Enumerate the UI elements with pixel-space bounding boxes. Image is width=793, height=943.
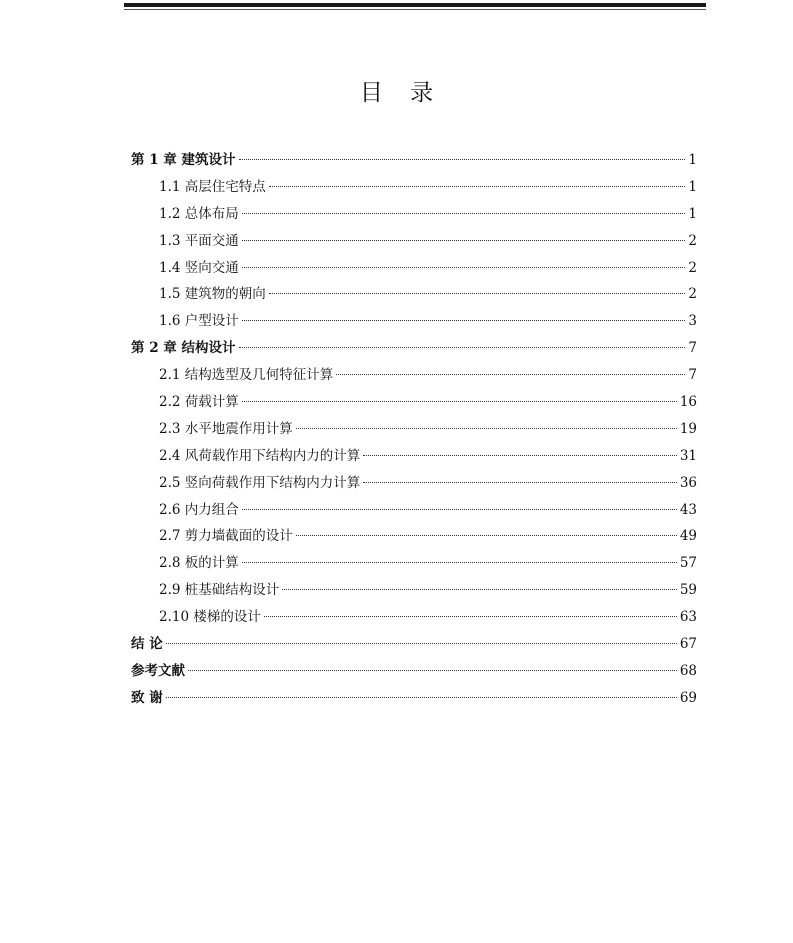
page-title: 目 录	[359, 80, 444, 106]
toc-entry-label: 2.8 板的计算	[159, 555, 239, 572]
table-of-contents	[131, 147, 697, 712]
toc-entry-label: 2.9 桩基础结构设计	[159, 582, 280, 599]
toc-dot-leader	[242, 213, 686, 214]
toc-entry-label: 1.1 高层住宅特点	[159, 178, 266, 195]
toc-entry-label: 1.4 竖向交通	[159, 259, 239, 276]
toc-dot-leader	[363, 455, 677, 456]
toc-page-number: 57	[679, 555, 697, 572]
toc-dot-leader	[296, 428, 677, 429]
toc-dot-leader	[242, 401, 677, 402]
toc-entry-label: 2.3 水平地震作用计算	[159, 420, 293, 437]
toc-section-entry[interactable]	[131, 443, 697, 470]
toc-page-number: 67	[679, 636, 697, 653]
toc-entry-label: 1.5 建筑物的朝向	[159, 286, 266, 303]
toc-section-entry[interactable]	[131, 389, 697, 416]
toc-dot-leader	[166, 697, 677, 698]
toc-entry-label: 参考文献	[131, 662, 185, 679]
toc-dot-leader	[242, 267, 686, 268]
toc-chapter-entry[interactable]	[131, 147, 697, 174]
toc-page-number: 63	[679, 609, 697, 626]
toc-section-entry[interactable]	[131, 604, 697, 631]
header-rule-thin	[124, 9, 706, 10]
toc-dot-leader	[264, 616, 677, 617]
toc-entry-label: 1.3 平面交通	[159, 232, 239, 249]
toc-dot-leader	[242, 509, 677, 510]
toc-section-entry[interactable]	[131, 362, 697, 389]
toc-dot-leader	[188, 670, 677, 671]
toc-page-number: 1	[688, 152, 697, 168]
toc-page-number: 43	[679, 501, 697, 518]
toc-dot-leader	[269, 186, 686, 187]
toc-chapter-entry[interactable]	[131, 685, 697, 712]
toc-page-number: 69	[679, 689, 697, 706]
toc-dot-leader	[269, 293, 686, 294]
toc-page-number: 31	[679, 447, 697, 464]
toc-dot-leader	[239, 347, 686, 348]
toc-page-number: 59	[679, 582, 697, 599]
toc-entry-label: 2.4 风荷载作用下结构内力的计算	[159, 447, 361, 464]
toc-section-entry[interactable]	[131, 497, 697, 524]
toc-dot-leader	[363, 482, 677, 483]
toc-section-entry[interactable]	[131, 577, 697, 604]
toc-entry-label: 第 1 章 建筑设计	[131, 152, 236, 168]
toc-dot-leader	[166, 643, 677, 644]
toc-entry-label: 2.6 内力组合	[159, 501, 239, 518]
toc-page-number: 19	[679, 420, 697, 437]
toc-entry-label: 致 谢	[131, 689, 163, 706]
toc-page-number: 3	[688, 313, 697, 330]
toc-chapter-entry[interactable]	[131, 335, 697, 362]
toc-page-number: 7	[688, 340, 697, 357]
toc-section-entry[interactable]	[131, 255, 697, 282]
toc-dot-leader	[296, 535, 677, 536]
toc-dot-leader	[239, 159, 686, 160]
toc-dot-leader	[242, 320, 686, 321]
toc-page-number: 1	[688, 178, 697, 195]
toc-dot-leader	[336, 374, 685, 375]
toc-section-entry[interactable]	[131, 550, 697, 577]
toc-entry-label: 1.6 户型设计	[159, 313, 239, 330]
toc-chapter-entry[interactable]	[131, 658, 697, 685]
header-rule	[124, 3, 706, 7]
toc-page-number: 1	[688, 205, 697, 222]
toc-section-entry[interactable]	[131, 174, 697, 201]
toc-entry-label: 第 2 章 结构设计	[131, 340, 236, 357]
toc-page-number: 7	[688, 367, 697, 384]
toc-entry-label: 2.2 荷载计算	[159, 394, 239, 411]
toc-page-number: 49	[679, 528, 697, 545]
toc-section-entry[interactable]	[131, 281, 697, 308]
toc-entry-label: 2.1 结构选型及几何特征计算	[159, 367, 334, 384]
toc-section-entry[interactable]	[131, 523, 697, 550]
toc-page-number: 16	[679, 394, 697, 411]
toc-section-entry[interactable]	[131, 228, 697, 255]
toc-page-number: 2	[688, 259, 697, 276]
toc-dot-leader	[242, 240, 686, 241]
toc-section-entry[interactable]	[131, 470, 697, 497]
toc-entry-label: 结 论	[131, 636, 163, 653]
toc-section-entry[interactable]	[131, 201, 697, 228]
toc-section-entry[interactable]	[131, 416, 697, 443]
toc-page-number: 36	[679, 474, 697, 491]
toc-dot-leader	[242, 562, 677, 563]
toc-section-entry[interactable]	[131, 308, 697, 335]
toc-entry-label: 1.2 总体布局	[159, 205, 239, 222]
toc-entry-label: 2.7 剪力墙截面的设计	[159, 528, 293, 545]
toc-page-number: 2	[688, 286, 697, 303]
toc-dot-leader	[282, 589, 677, 590]
toc-page-number: 68	[679, 662, 697, 679]
toc-entry-label: 2.5 竖向荷载作用下结构内力计算	[159, 474, 361, 491]
toc-chapter-entry[interactable]	[131, 631, 697, 658]
toc-page-number: 2	[688, 232, 697, 249]
toc-entry-label: 2.10 楼梯的设计	[159, 609, 261, 626]
